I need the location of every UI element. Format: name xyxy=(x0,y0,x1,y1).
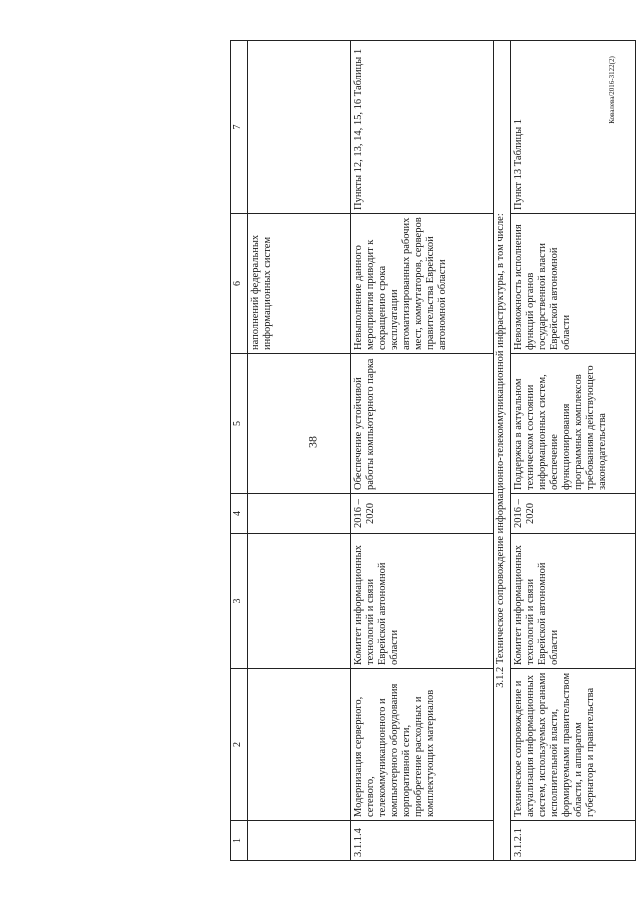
column-number: 1 xyxy=(231,821,248,861)
responsible-executor: Комитет информационных технологий и связи Еврейской автономной области xyxy=(351,534,494,669)
section-heading-row xyxy=(494,41,511,861)
table-row xyxy=(351,41,494,861)
table-cell: наполнений федеральных информационных систем xyxy=(248,214,351,354)
column-number: 5 xyxy=(231,354,248,494)
column-number: 2 xyxy=(231,669,248,821)
program-activities-table xyxy=(230,40,636,861)
implementation-period: 2016 – 2020 xyxy=(351,494,494,534)
page-number: 38 xyxy=(305,436,320,448)
table-cell xyxy=(248,534,351,669)
column-number-row xyxy=(231,41,248,861)
column-number: 6 xyxy=(231,214,248,354)
activity-name: Техническое сопровождение и актуализация информационных систем, используемых органами исполнительной власти, формируемыми правительством области, и аппаратом губернатора и правительства xyxy=(511,669,636,821)
item-number: 3.1.1.4 xyxy=(351,821,494,861)
column-number: 4 xyxy=(231,494,248,534)
table-row xyxy=(511,41,636,861)
column-number: 3 xyxy=(231,534,248,669)
table-cell xyxy=(248,821,351,861)
non-implementation-consequences: Невозможность исполнения функций органов государственной власти Еврейской автономной области xyxy=(511,214,636,354)
table-cell xyxy=(248,494,351,534)
table-cell xyxy=(248,41,351,214)
related-indicators: Пункты 12, 13, 14, 15, 16 Таблицы 1 xyxy=(351,41,494,214)
section-title: 3.1.2 Техническое сопровождение информационно-телекоммуникационной инфраструктуры, в том числе: xyxy=(494,41,511,861)
item-number: 3.1.2.1 xyxy=(511,821,636,861)
related-indicators: Пункт 13 Таблицы 1 xyxy=(511,41,636,214)
expected-result: Обеспечение устойчивой работы компьютерного парка xyxy=(351,354,494,494)
non-implementation-consequences: Невыполнение данного мероприятия приводит к сокращению срока эксплуатации автоматизированных рабочих мест, коммутаторов, серверов правительства Еврейской автономной области xyxy=(351,214,494,354)
expected-result: Поддержка в актуальном техническом состоянии информационных систем, обеспечение функционирования программных комплексов требованиям действующего законодательства xyxy=(511,354,636,494)
table-cell xyxy=(248,669,351,821)
column-number: 7 xyxy=(231,41,248,214)
implementation-period: 2016 – 2020 xyxy=(511,494,636,534)
table-cell xyxy=(248,354,351,494)
table-row-continued xyxy=(248,41,351,861)
activity-name: Модернизация серверного, сетевого, телекоммуникационного и компьютерного оборудования корпоративной сети, приобретение расходных и комплектующих материалов xyxy=(351,669,494,821)
document-code: Ковалева/2016-3122(2) xyxy=(608,56,616,124)
rotated-table-container xyxy=(230,41,608,861)
responsible-executor: Комитет информационных технологий и связи Еврейской автономной области xyxy=(511,534,636,669)
